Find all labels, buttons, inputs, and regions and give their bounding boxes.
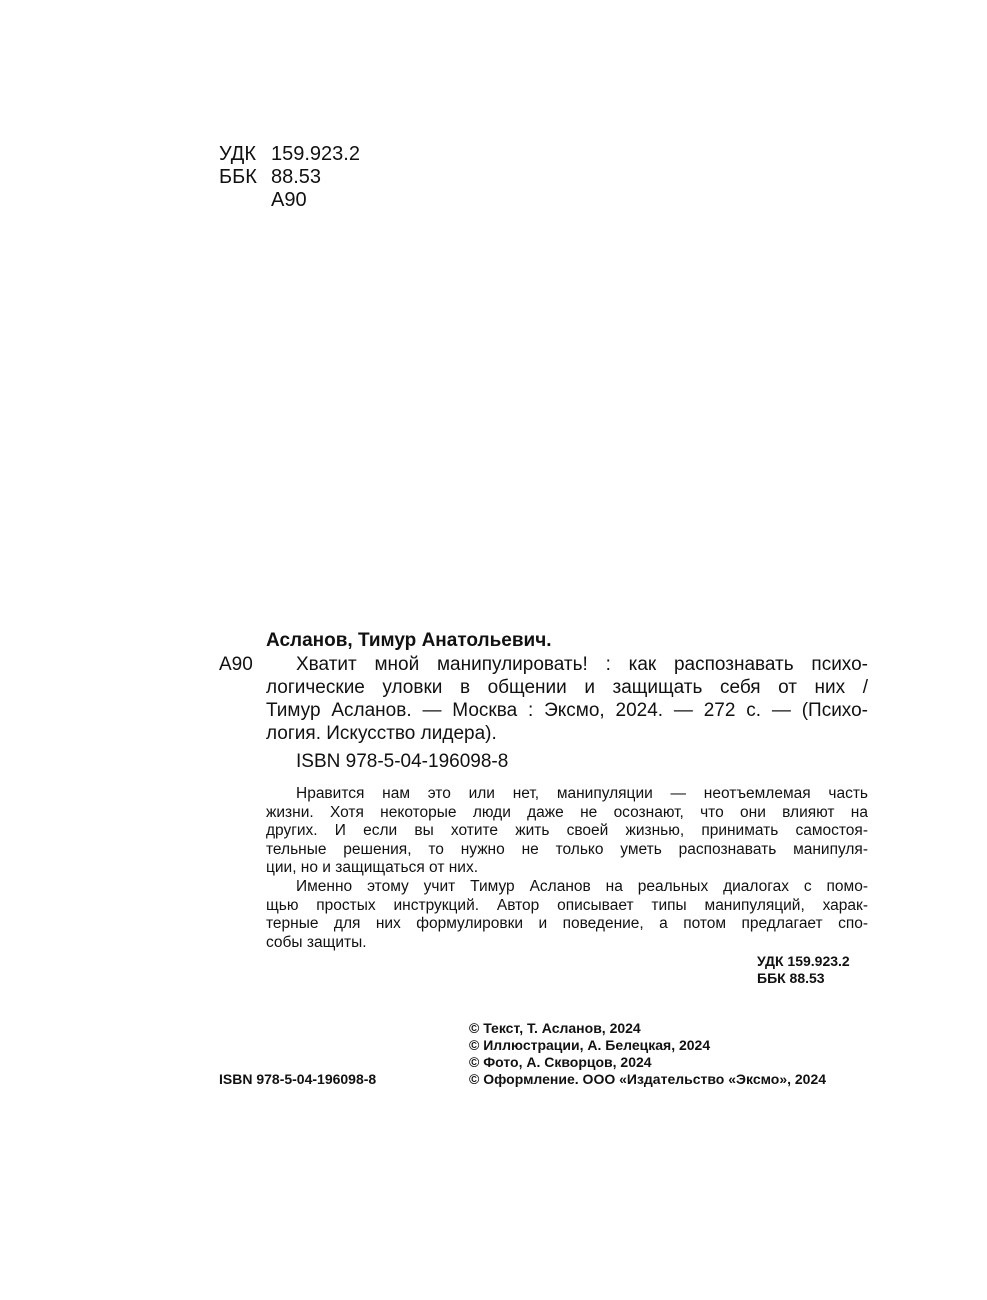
annotation-line: тельные решения, то нужно не только уметь распознавать манипуля- xyxy=(266,840,868,858)
udk-value: 159.923.2 xyxy=(271,143,360,165)
annotation-line: Нравится нам это или нет, манипуляции — неотъемлемая часть xyxy=(296,785,868,802)
udk-code: УДК 159.923.2 xyxy=(757,953,850,969)
annotation-line: Именно этому учит Тимур Асланов на реальных диалогах с помо- xyxy=(296,877,868,895)
bbk-code: ББК 88.53 xyxy=(757,970,825,986)
description-line: логические уловки в общении и защищать себя от них / xyxy=(266,677,868,698)
annotation xyxy=(266,785,868,952)
bbk-value: 88.53 xyxy=(271,166,322,188)
cutter-row xyxy=(219,189,360,212)
cutter-code: А90 xyxy=(271,189,307,211)
udk-label: УДК xyxy=(219,143,257,165)
record-isbn: ISBN 978-5-04-196098-8 xyxy=(296,751,509,772)
classification-bottom xyxy=(757,953,850,987)
annotation-line: щью простых инструкций. Автор описывает типы манипуляций, харак- xyxy=(266,896,868,914)
annotation-line: ции, но и защищаться от них. xyxy=(266,859,479,877)
record-cutter: А90 xyxy=(219,654,253,675)
bbk-row xyxy=(219,166,360,189)
description-line: Хватит мной манипулировать! : как распознавать психо- xyxy=(296,654,868,675)
udk-row xyxy=(219,143,360,166)
isbn-bottom: ISBN 978-5-04-196098-8 xyxy=(219,1071,377,1087)
copyright-list xyxy=(469,1020,826,1088)
author-heading: Асланов, Тимур Анатольевич. xyxy=(266,630,552,651)
bbk-label: ББК xyxy=(219,166,257,188)
copyright-design: © Оформление. ООО «Издательство «Эксмо», 2024 xyxy=(469,1071,827,1087)
bibliographic-description xyxy=(266,653,868,745)
annotation-line: других. И если вы хотите жить своей жизнью, принимать самостоя- xyxy=(266,822,868,840)
annotation-line: жизни. Хотя некоторые люди даже не осознают, что они влияют на xyxy=(266,803,868,821)
copyright-text: © Текст, Т. Асланов, 2024 xyxy=(469,1020,641,1036)
annotation-line: терные для них формулировки и поведение, а потом предлагает спо- xyxy=(266,915,868,933)
description-line: Тимур Асланов. — Москва : Эксмо, 2024. — 272 с. — (Психо- xyxy=(266,700,868,721)
copyright-photo: © Фото, А. Скворцов, 2024 xyxy=(469,1054,652,1070)
annotation-line: собы защиты. xyxy=(266,933,367,951)
classification-top xyxy=(219,143,360,212)
copyright-illustrations: © Иллюстрации, А. Белецкая, 2024 xyxy=(469,1037,711,1053)
description-line: логия. Искусство лидера). xyxy=(266,723,497,744)
